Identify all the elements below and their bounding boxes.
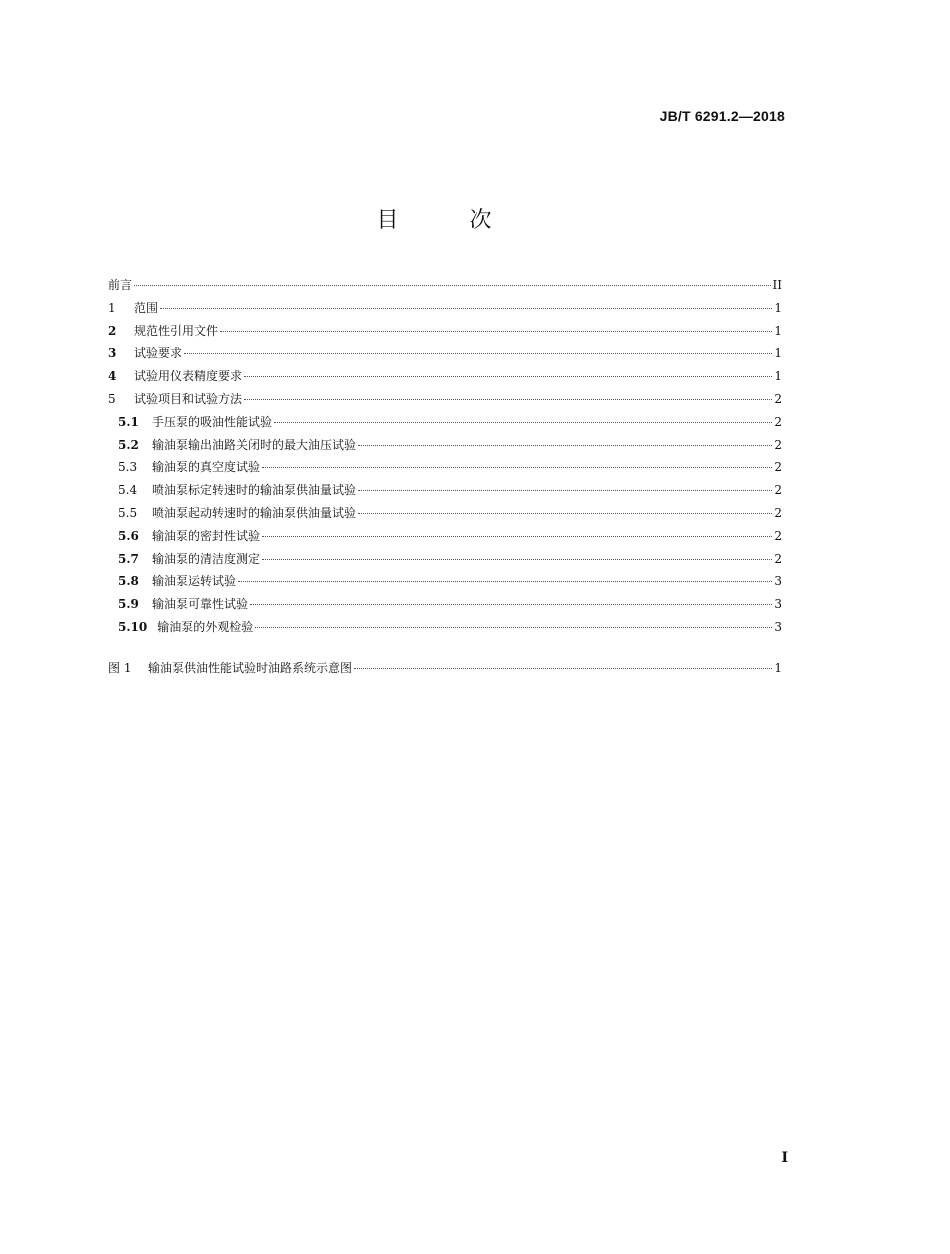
dot-leader [262,559,772,560]
toc-entry-number: 5.2 [118,437,139,452]
toc-entry-number: 5.4 [118,483,138,498]
dot-leader [220,331,772,332]
dot-leader [358,490,772,491]
toc-entry-title: 输油泵的真空度试验 [152,460,261,475]
toc-entry-title: 输油泵运转试验 [152,574,237,589]
dot-leader [255,627,772,628]
toc-entry-page: 1 [774,300,782,315]
toc-entry-5-2[interactable] [108,436,782,459]
dot-leader [238,581,772,582]
toc-entry-number: 5.1 [118,414,139,429]
toc-entry-1[interactable] [108,299,782,322]
toc-entry-number: 2 [108,323,117,338]
dot-leader [262,467,772,468]
toc-entry-title: 输油泵的外观检验 [157,619,254,634]
toc-entry-number: 3 [108,346,117,361]
toc-figure-title: 输油泵供油性能试验时油路系统示意图 [148,660,353,675]
toc-entry-number: 5.7 [118,551,139,566]
toc-entry-title: 试验项目和试验方法 [134,391,243,406]
toc-entry-title: 输油泵的密封性试验 [152,528,261,543]
toc-entry-5-4[interactable] [108,481,782,504]
toc-entry-page: 3 [774,597,782,612]
toc-entry-page: 2 [774,460,782,475]
document-code: JB/T 6291.2—2018 [659,108,785,124]
toc-entry-number: 5.5 [118,505,138,520]
toc-entry-number: 4 [108,369,117,384]
toc-entry-page: 1 [774,323,782,338]
toc-entry-title: 试验用仪表精度要求 [134,369,243,384]
toc-entry-3[interactable] [108,344,782,367]
toc-figure-number: 图 1 [108,660,132,675]
toc-entry-4[interactable] [108,367,782,390]
toc-entry-foreword[interactable] [108,276,782,299]
toc-entry-number: 5.9 [118,597,139,612]
toc-entry-number: 5.8 [118,574,139,589]
toc-figure-1[interactable] [108,659,782,682]
toc-entry-title: 前言 [108,278,133,292]
toc-entry-2[interactable] [108,322,782,345]
toc-entry-number: 1 [108,300,116,315]
toc-entry-page: 3 [774,574,782,589]
toc-entry-page: 1 [774,369,782,384]
dot-leader [134,285,771,286]
toc-entry-page: 2 [774,528,782,543]
dot-leader [244,376,772,377]
toc-entry-5[interactable] [108,390,782,413]
toc-entry-page: 2 [774,414,782,429]
toc-entry-number: 5 [108,391,116,406]
toc-entry-5-1[interactable] [108,413,782,436]
table-of-contents [108,276,782,682]
toc-figure-page: 1 [774,660,782,675]
dot-leader [274,422,772,423]
toc-entry-5-9[interactable] [108,595,782,618]
toc-entry-5-7[interactable] [108,550,782,573]
toc-entry-page: 2 [774,483,782,498]
toc-entry-page: 2 [774,551,782,566]
toc-entry-title: 输油泵可靠性试验 [152,597,249,612]
dot-leader [358,513,772,514]
toc-entry-number: 5.10 [118,619,148,634]
toc-entry-5-8[interactable] [108,572,782,595]
toc-entry-title: 输油泵输出油路关闭时的最大油压试验 [152,437,357,452]
dot-leader [244,399,772,400]
toc-entry-page: II [772,278,782,292]
toc-entry-5-10[interactable] [108,618,782,641]
toc-entry-page: 1 [774,346,782,361]
toc-entry-number: 5.6 [118,528,139,543]
toc-entry-page: 2 [774,391,782,406]
dot-leader [184,353,772,354]
toc-entry-page: 2 [774,437,782,452]
toc-entry-number: 5.3 [118,460,138,475]
toc-entry-title: 喷油泵标定转速时的输油泵供油量试验 [152,483,357,498]
page-number: I [781,1150,788,1166]
toc-entry-page: 3 [774,619,782,634]
dot-leader [160,308,772,309]
toc-entry-title: 喷油泵起动转速时的输油泵供油量试验 [152,505,357,520]
dot-leader [250,604,772,605]
dot-leader [262,536,772,537]
toc-entry-title: 输油泵的清洁度测定 [152,551,261,566]
toc-title: 目 次 [376,208,524,233]
toc-entry-title: 试验要求 [134,346,183,361]
toc-entry-5-3[interactable] [108,458,782,481]
toc-entry-title: 手压泵的吸油性能试验 [152,414,273,429]
toc-entry-title: 范围 [134,300,159,315]
dot-leader [358,445,772,446]
toc-entry-5-5[interactable] [108,504,782,527]
toc-entry-title: 规范性引用文件 [134,323,219,338]
dot-leader [354,668,772,669]
toc-entry-page: 2 [774,505,782,520]
toc-entry-5-6[interactable] [108,527,782,550]
